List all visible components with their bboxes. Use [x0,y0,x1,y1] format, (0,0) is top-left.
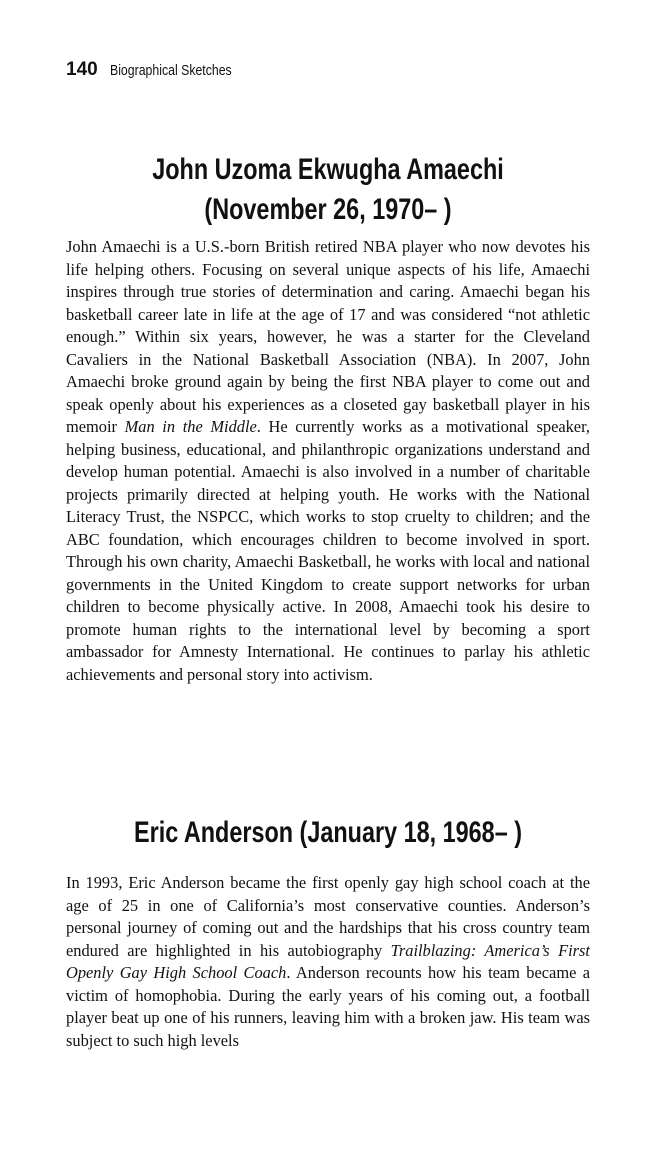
body-text-segment: In 1993, Eric Anderson became the first openly gay high school coach at the age of 25 in one of California’s most conservative counties. Anderson’s personal journey of coming out and the hardships that his cross country team endured are highlighted in his autobiography [66,873,590,960]
book-title: Man in the Middle [124,417,257,436]
entry-body-anderson [66,872,590,1052]
section-title: Biographical Sketches [109,62,232,79]
running-head [66,58,258,82]
body-text-segment: . Anderson recounts how his team became a victim of homophobia. During the early years of his coming out, a football player beat up one of his runners, leaving him with a broken jaw. His team was subject to such high levels [66,963,590,1050]
body-text-segment: . He currently works as a motivational speaker, helping business, educational, and philanthropic organizations understand and develop human potential. Amaechi is also involved in a number of charitable projects primarily directed at helping youth. He works with the National Literacy Trust, the NSPCC, which works to stop cruelty to children; and the ABC foundation, which encourages children to become involved in sport. Through his own charity, Amaechi Basketball, he works with local and national governments in the United Kingdom to create support networks for urban children to become physically active. In 2008, Amaechi took his desire to promote human rights to the international level by becoming a sport ambassador for Amnesty International. He continues to parlay his athletic achievements and personal story into activism. [66,417,590,684]
entry-body-amaechi [66,236,590,686]
entry-title-anderson [66,813,590,853]
entry-title-line: Eric Anderson (January 18, 1968– ) [133,816,523,849]
body-text-segment: John Amaechi is a U.S.-born British retired NBA player who now devotes his life helping others. Focusing on several unique aspects of his life, Amaechi inspires through true stories of determination and caring. Amaechi began his basketball career late in life at the age of 17 and was considered “not athletic enough.” Within six years, however, he was a starter for the Cleveland Cavaliers in the National Basketball Association (NBA). In 2007, John Amaechi broke ground again by being the first NBA player to come out and speak openly about his experiences as a closeted gay basketball player in his memoir [66,237,590,436]
entry-title-amaechi [66,150,590,230]
entry-title-dates: (November 26, 1970– ) [204,193,452,226]
book-title: Trailblazing: America’s First Openly Gay High School Coach [66,940,590,982]
page-number: 140 [66,59,98,80]
entry-title-line: John Uzoma Ekwugha Amaechi [152,153,504,186]
